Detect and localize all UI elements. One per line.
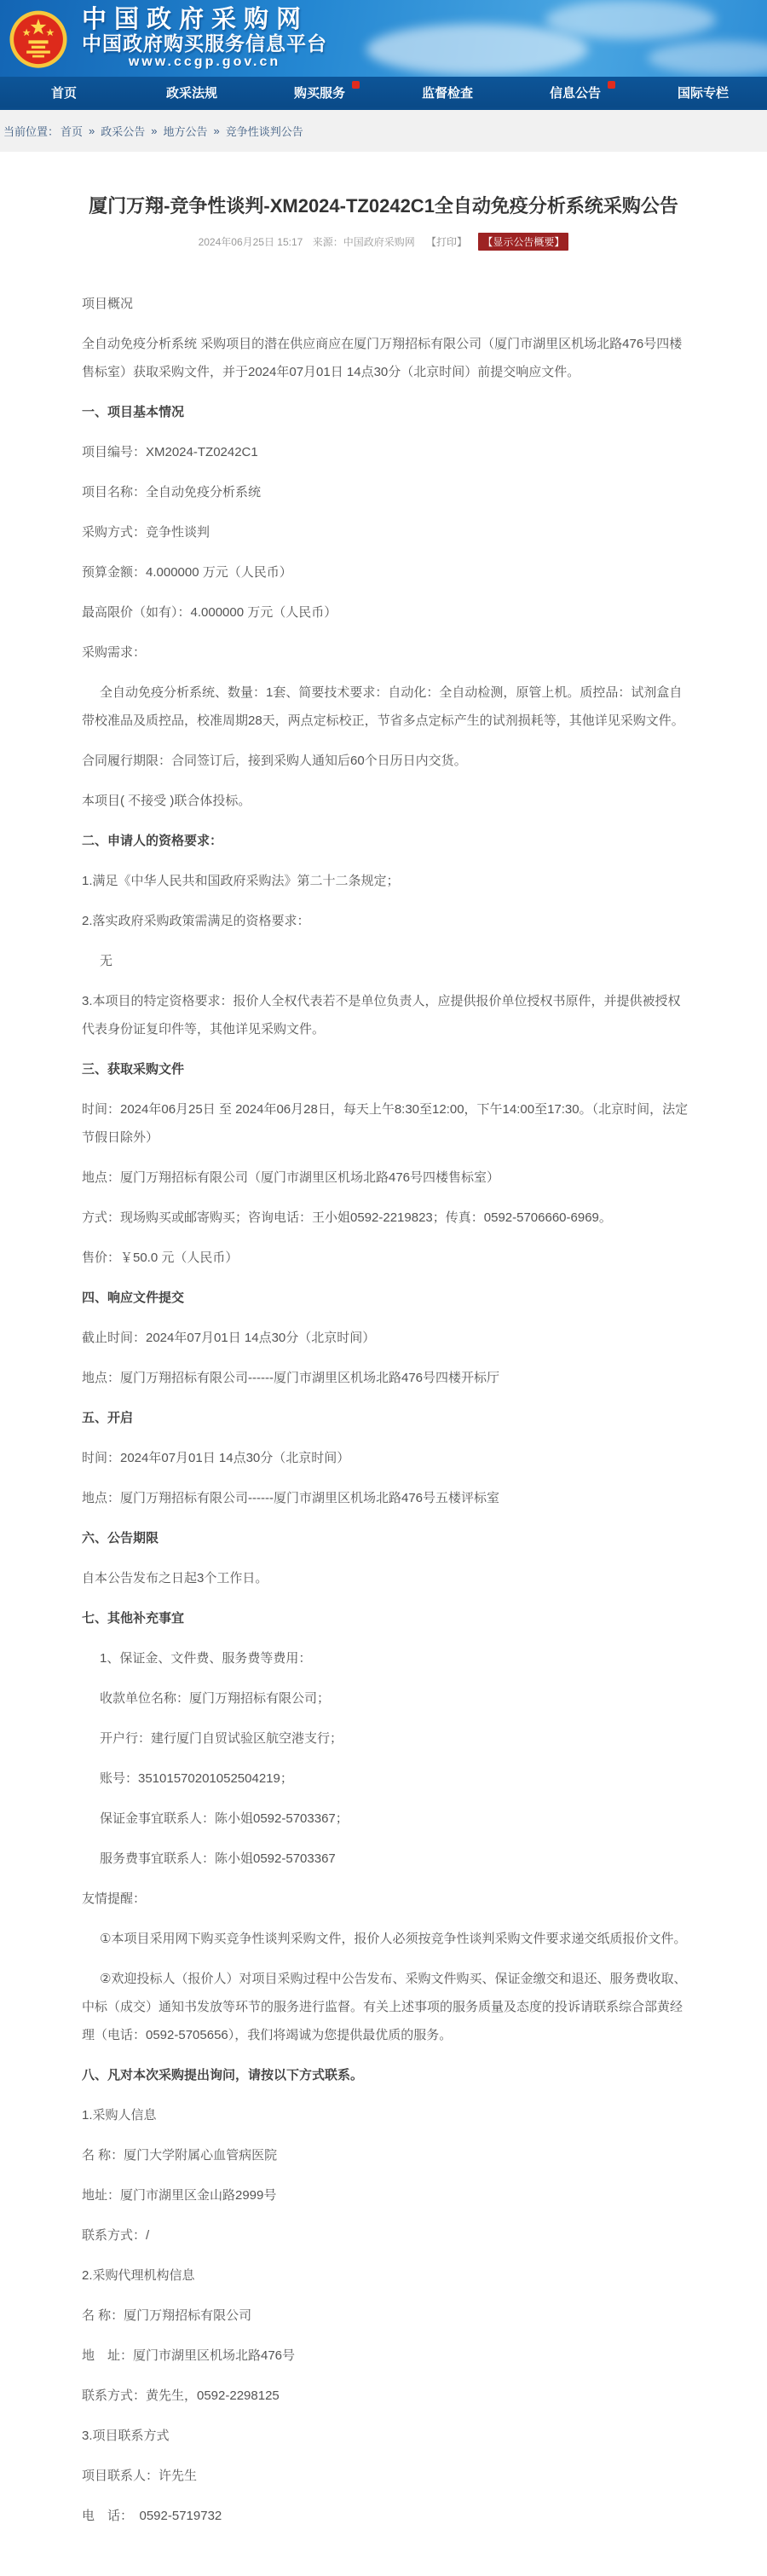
body-paragraph: 开户行：建行厦门自贸试验区航空港支行； [100,1730,343,1746]
hot-badge-icon [608,81,615,89]
nav-item-label: 购买服务 [293,85,345,101]
body-paragraph: 1.满足《中华人民共和国政府采购法》第二十二条规定； [82,873,400,888]
body-paragraph: 2.采购代理机构信息 [82,2267,195,2283]
body-paragraph: 自本公告发布之日起3个工作日。 [82,1570,268,1585]
body-paragraph: 预算金额：4.000000 万元（人民币） [82,564,292,580]
section-heading: 七、其他补充事宜 [82,1610,185,1626]
site-name: 中国政府采购网 [82,5,309,33]
body-paragraph: 账号：35101570201052504219； [100,1770,293,1786]
body-paragraph: 电 话： 0592-5719732 [82,2508,222,2523]
body-paragraph: 时间：2024年06月25日 至 2024年06月28日，每天上午8:30至12:00，下午14:00至17:30。（北京时间，法定节假日除外） [82,1101,689,1145]
section-heading: 一、项目基本情况 [82,404,185,419]
page-title: 厦门万翔-竞争性谈判-XM2024-TZ0242C1全自动免疫分析系统采购公告 [89,195,678,217]
breadcrumb-separator: » [151,124,158,137]
breadcrumb [0,107,767,152]
cloud-decoration [648,41,767,75]
section-heading: 六、公告期限 [82,1530,159,1545]
publish-datetime: 2024年06月25日 15:17 [198,235,303,248]
nav-item-label: 首页 [50,85,77,101]
section-heading: 二、申请人的资格要求： [82,833,223,848]
print-button[interactable]: 【打印】 [426,235,468,248]
body-paragraph: 名 称：厦门万翔招标有限公司 [82,2307,252,2323]
body-paragraph: 无 [100,953,113,968]
article-meta [0,233,767,251]
section-heading: 四、响应文件提交 [82,1290,185,1305]
body-paragraph: 保证金事宜联系人：陈小姐0592-5703367； [100,1811,349,1826]
section-heading: 八、凡对本次采购提出询问，请按以下方式联系。 [82,2067,364,2082]
body-paragraph: 项目概况 [82,296,134,311]
body-paragraph: 1、保证金、文件费、服务费等费用： [100,1650,312,1666]
body-paragraph: 1.采购人信息 [82,2107,157,2123]
cloud-decoration [366,24,588,75]
nav-item-label: 信息公告 [549,85,601,101]
nav-item-international[interactable] [639,77,767,107]
body-paragraph: 地点：厦门万翔招标有限公司（厦门市湖里区机场北路476号四楼售标室） [82,1170,500,1185]
nav-item-label: 国际专栏 [677,85,729,101]
show-summary-button[interactable]: 【显示公告概要】 [478,233,568,251]
body-paragraph: 售价：￥50.0 元（人民币） [82,1250,239,1265]
body-paragraph: 项目名称：全自动免疫分析系统 [82,484,262,500]
breadcrumb-link[interactable]: 竞争性谈判公告 [225,125,303,138]
body-paragraph: 2.落实政府采购政策需满足的资格要求： [82,913,310,928]
body-paragraph: 全自动免疫分析系统、数量：1套、简要技术要求：自动化：全自动检测，原管上机。质控品：试剂盒自带校准品及质控品，校准周期28天，两点定标校正，节省多点定标产生的试剂损耗等，其他详见采购文件。 [82,684,684,728]
breadcrumb-separator: » [89,124,95,137]
body-paragraph: 友情提醒： [82,1891,147,1906]
nav-item-home[interactable] [0,77,128,107]
nav-item-supervision[interactable] [384,77,511,107]
site-subtitle: 中国政府购买服务信息平台 [82,32,327,55]
breadcrumb-link[interactable]: 首页 [61,125,84,138]
body-paragraph: 3.项目联系方式 [82,2428,170,2443]
main-nav [0,77,767,107]
nav-item-label: 监督检查 [421,85,473,101]
body-paragraph: 截止时间：2024年07月01日 14点30分（北京时间） [82,1330,376,1345]
body-paragraph: 地 址：厦门市湖里区机场北路476号 [82,2348,296,2363]
body-paragraph: 合同履行期限：合同签订后，接到采购人通知后60个日历日内交货。 [82,753,467,768]
body-paragraph: 时间：2024年07月01日 14点30分（北京时间） [82,1450,350,1465]
body-paragraph: 联系方式：/ [82,2227,150,2243]
nav-item-purchase-services[interactable] [256,77,384,107]
body-paragraph: 服务费事宜联系人：陈小姐0592-5703367 [100,1851,336,1866]
body-paragraph: 项目联系人：许先生 [82,2468,198,2483]
body-paragraph: 项目编号：XM2024-TZ0242C1 [82,444,258,459]
breadcrumb-prefix: 当前位置： [3,125,60,138]
announcement-article [0,152,767,2576]
nav-item-announcements[interactable] [511,77,639,107]
body-paragraph: 方式：现场购买或邮寄购买；咨询电话：王小姐0592-2219823；传真：0592-5706660-6969。 [82,1210,612,1225]
body-paragraph: 地点：厦门万翔招标有限公司------厦门市湖里区机场北路476号四楼开标厅 [82,1370,500,1385]
body-paragraph: 最高限价（如有）：4.000000 万元（人民币） [82,604,337,620]
article-source: 来源：中国政府采购网 [312,235,415,248]
cloud-decoration [545,0,716,39]
nav-item-regulations[interactable] [128,77,256,107]
body-paragraph: 本项目( 不接受 )联合体投标。 [82,793,251,808]
nav-item-label: 政采法规 [165,85,217,101]
hot-badge-icon [352,81,360,89]
breadcrumb-separator: » [213,124,220,137]
body-paragraph: 地址：厦门市湖里区金山路2999号 [82,2187,277,2203]
body-paragraph: 联系方式：黄先生，0592-2298125 [82,2388,280,2403]
breadcrumb-link[interactable]: 地方公告 [163,125,208,138]
site-url: www.ccgp.gov.cn [128,55,281,70]
body-paragraph: 名 称：厦门大学附属心血管病医院 [82,2147,278,2163]
body-paragraph: 采购需求： [82,644,147,660]
breadcrumb-link[interactable]: 政采公告 [101,125,146,138]
body-paragraph: 收款单位名称：厦门万翔招标有限公司； [100,1690,331,1706]
section-heading: 三、获取采购文件 [82,1061,185,1077]
body-paragraph: 地点：厦门万翔招标有限公司------厦门市湖里区机场北路476号五楼评标室 [82,1490,500,1505]
body-paragraph: ①本项目采用网下购买竞争性谈判采购文件，报价人必须按竞争性谈判采购文件要求递交纸质报价文件。 [100,1931,687,1946]
body-paragraph: 全自动免疫分析系统 采购项目的潜在供应商应在厦门万翔招标有限公司（厦门市湖里区机场北路476号四楼售标室）获取采购文件，并于2024年07月01日 14点30分（北京时间）前提交响应文件。 [82,336,683,379]
body-paragraph: 3.本项目的特定资格要求：报价人全权代表若不是单位负责人，应提供报价单位授权书原件，并提供被授权代表身份证复印件等，其他详见采购文件。 [82,993,681,1037]
body-paragraph: ②欢迎投标人（报价人）对项目采购过程中公告发布、采购文件购买、保证金缴交和退还、服务费收取、中标（成交）通知书发放等环节的服务进行监督。有关上述事项的服务质量及态度的投诉请联系综合部黄经理（电话：0592-5705656），我们将竭诚为您提供最优质的服务。 [82,1971,687,2042]
site-logo[interactable] [7,6,327,71]
article-body [0,290,767,2530]
body-paragraph: 采购方式：竞争性谈判 [82,524,210,540]
section-heading: 五、开启 [82,1410,134,1425]
site-header [0,0,767,77]
national-emblem-icon [7,6,70,71]
